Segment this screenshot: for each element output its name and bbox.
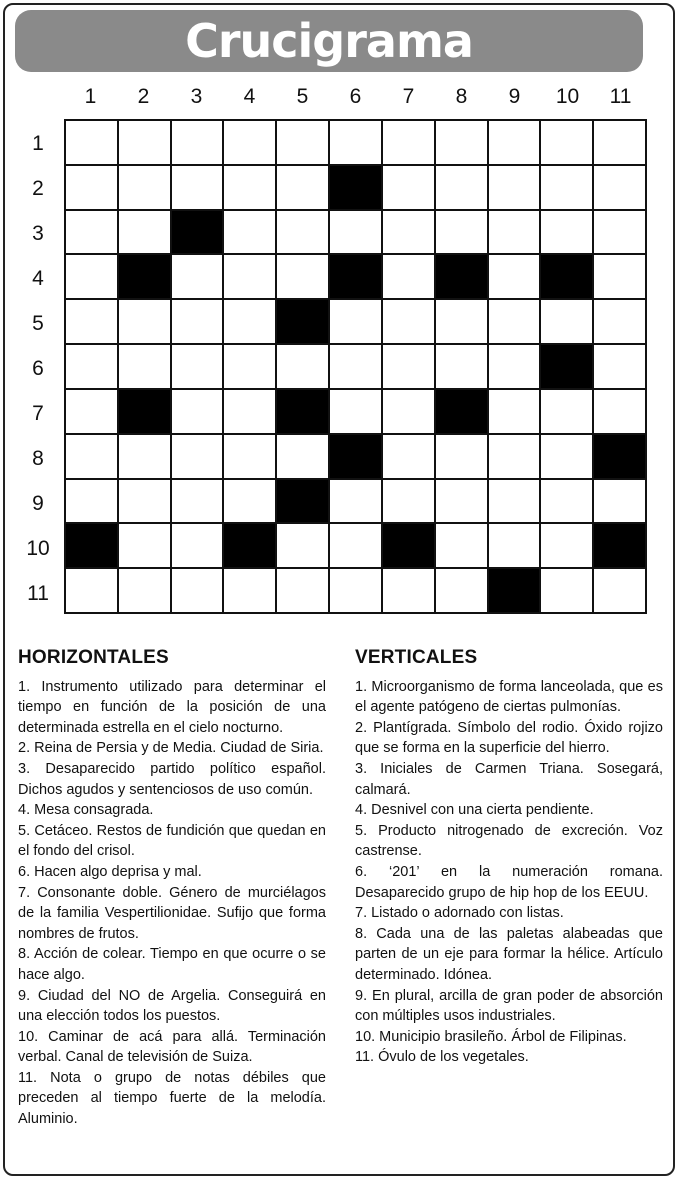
clue-item: 5. Producto nitrogenado de excreción. Voz castrense. xyxy=(355,822,663,860)
clue-item: 4. Desnivel con una cierta pendiente. xyxy=(355,802,594,819)
row-number: 9 xyxy=(32,492,44,515)
blocked-cell xyxy=(541,345,592,388)
answer-cell[interactable] xyxy=(224,435,275,478)
answer-cell[interactable] xyxy=(277,211,328,254)
answer-cell[interactable] xyxy=(119,121,170,164)
vertical-clues xyxy=(355,648,663,1068)
blocked-cell xyxy=(436,390,487,433)
answer-cell[interactable] xyxy=(383,345,434,388)
answer-cell[interactable] xyxy=(541,569,592,612)
answer-cell[interactable] xyxy=(119,166,170,209)
blocked-cell xyxy=(489,569,540,612)
horizontal-clue-list xyxy=(18,677,326,1130)
answer-cell[interactable] xyxy=(436,211,487,254)
blocked-cell xyxy=(119,255,170,298)
answer-cell[interactable] xyxy=(277,345,328,388)
answer-cell[interactable] xyxy=(541,121,592,164)
clue-item: 10. Municipio brasileño. Árbol de Filipinas. xyxy=(355,1028,627,1045)
clue-item: 2. Reina de Persia y de Media. Ciudad de Siria. xyxy=(18,740,324,757)
blocked-cell xyxy=(383,524,434,567)
answer-cell[interactable] xyxy=(224,569,275,612)
clue-item: 4. Mesa consagrada. xyxy=(18,802,154,819)
answer-cell[interactable] xyxy=(541,435,592,478)
row-number: 3 xyxy=(32,222,44,245)
answer-cell[interactable] xyxy=(594,166,645,209)
row-number: 7 xyxy=(32,402,44,425)
answer-cell[interactable] xyxy=(119,435,170,478)
answer-cell[interactable] xyxy=(224,121,275,164)
blocked-cell xyxy=(277,300,328,343)
answer-cell[interactable] xyxy=(436,480,487,523)
blocked-cell xyxy=(541,255,592,298)
clue-item: 10. Caminar de acá para allá. Terminación verbal. Canal de televisión de Suiza. xyxy=(18,1028,326,1066)
column-number: 1 xyxy=(84,85,97,108)
answer-cell[interactable] xyxy=(224,390,275,433)
clue-item: 7. Consonante doble. Género de murciélagos de la familia Vespertilionidae. Sufijo que forma nombres de frutos. xyxy=(18,884,326,942)
blocked-cell xyxy=(277,390,328,433)
clue-item: 5. Cetáceo. Restos de fundición que quedan en el fondo del crisol. xyxy=(18,822,326,860)
vertical-heading: VERTICALES xyxy=(355,647,478,668)
answer-cell[interactable] xyxy=(436,300,487,343)
answer-cell[interactable] xyxy=(172,480,223,523)
answer-cell[interactable] xyxy=(436,435,487,478)
clue-item: 9. En plural, arcilla de gran poder de absorción con múltiples usos industriales. xyxy=(355,987,663,1025)
answer-cell[interactable] xyxy=(541,211,592,254)
answer-cell[interactable] xyxy=(277,435,328,478)
clue-item: 1. Microorganismo de forma lanceolada, que es el agente patógeno de ciertas pulmonías. xyxy=(355,678,663,716)
answer-cell[interactable] xyxy=(224,166,275,209)
answer-cell[interactable] xyxy=(330,300,381,343)
answer-cell[interactable] xyxy=(66,166,117,209)
answer-cell[interactable] xyxy=(541,524,592,567)
column-number: 8 xyxy=(455,85,468,108)
answer-cell[interactable] xyxy=(172,524,223,567)
clue-item: 2. Plantígrada. Símbolo del rodio. Óxido rojizo que se forma en la superficie del hierro. xyxy=(355,719,663,757)
answer-cell[interactable] xyxy=(66,435,117,478)
answer-cell[interactable] xyxy=(172,569,223,612)
answer-cell[interactable] xyxy=(594,300,645,343)
horizontal-heading: HORIZONTALES xyxy=(18,647,169,668)
answer-cell[interactable] xyxy=(277,569,328,612)
column-number: 6 xyxy=(349,85,362,108)
column-number: 9 xyxy=(508,85,521,108)
answer-cell[interactable] xyxy=(436,166,487,209)
answer-cell[interactable] xyxy=(224,211,275,254)
answer-cell[interactable] xyxy=(489,524,540,567)
answer-cell[interactable] xyxy=(119,569,170,612)
answer-cell[interactable] xyxy=(224,300,275,343)
answer-cell[interactable] xyxy=(66,390,117,433)
answer-cell[interactable] xyxy=(383,300,434,343)
clue-item: 6. ‘201’ en la numeración romana. Desaparecido grupo de hip hop de los EEUU. xyxy=(355,863,663,901)
answer-cell[interactable] xyxy=(383,569,434,612)
answer-cell[interactable] xyxy=(172,390,223,433)
answer-cell[interactable] xyxy=(594,211,645,254)
answer-cell[interactable] xyxy=(66,480,117,523)
answer-cell[interactable] xyxy=(172,121,223,164)
column-number: 2 xyxy=(137,85,150,108)
answer-cell[interactable] xyxy=(66,300,117,343)
answer-cell[interactable] xyxy=(489,255,540,298)
answer-cell[interactable] xyxy=(541,480,592,523)
clue-item: 3. Desaparecido partido político español. Dichos agudos y sentenciosos de uso común. xyxy=(18,760,326,798)
answer-cell[interactable] xyxy=(383,255,434,298)
answer-cell[interactable] xyxy=(594,345,645,388)
answer-cell[interactable] xyxy=(277,166,328,209)
column-number: 7 xyxy=(402,85,415,108)
clue-item: 1. Instrumento utilizado para determinar el tiempo en función de la posición de una determinada estrella en el cielo nocturno. xyxy=(18,678,326,736)
answer-cell[interactable] xyxy=(594,390,645,433)
answer-cell[interactable] xyxy=(119,300,170,343)
answer-cell[interactable] xyxy=(436,121,487,164)
row-number: 5 xyxy=(32,312,44,335)
horizontal-clues xyxy=(18,648,326,1130)
answer-cell[interactable] xyxy=(383,166,434,209)
blocked-cell xyxy=(224,524,275,567)
column-number: 11 xyxy=(609,85,632,108)
answer-cell[interactable] xyxy=(436,524,487,567)
answer-cell[interactable] xyxy=(594,255,645,298)
answer-cell[interactable] xyxy=(330,345,381,388)
answer-cell[interactable] xyxy=(119,480,170,523)
answer-cell[interactable] xyxy=(66,345,117,388)
answer-cell[interactable] xyxy=(383,480,434,523)
blocked-cell xyxy=(330,166,381,209)
answer-cell[interactable] xyxy=(383,435,434,478)
answer-cell[interactable] xyxy=(330,480,381,523)
answer-cell[interactable] xyxy=(224,255,275,298)
crossword-grid xyxy=(64,119,647,614)
answer-cell[interactable] xyxy=(541,390,592,433)
row-number: 4 xyxy=(32,267,44,290)
answer-cell[interactable] xyxy=(594,121,645,164)
answer-cell[interactable] xyxy=(383,390,434,433)
column-number: 5 xyxy=(296,85,309,108)
blocked-cell xyxy=(330,435,381,478)
clue-item: 3. Iniciales de Carmen Triana. Sosegará, calmará. xyxy=(355,760,663,798)
answer-cell[interactable] xyxy=(383,211,434,254)
column-number: 3 xyxy=(190,85,203,108)
title-banner xyxy=(15,10,643,72)
answer-cell[interactable] xyxy=(489,300,540,343)
answer-cell[interactable] xyxy=(489,211,540,254)
answer-cell[interactable] xyxy=(66,255,117,298)
answer-cell[interactable] xyxy=(224,480,275,523)
blocked-cell xyxy=(594,524,645,567)
answer-cell[interactable] xyxy=(489,480,540,523)
clue-item: 7. Listado o adornado con listas. xyxy=(355,905,564,922)
answer-cell[interactable] xyxy=(172,345,223,388)
answer-cell[interactable] xyxy=(119,211,170,254)
answer-cell[interactable] xyxy=(330,211,381,254)
answer-cell[interactable] xyxy=(119,524,170,567)
blocked-cell xyxy=(594,435,645,478)
answer-cell[interactable] xyxy=(66,121,117,164)
answer-cell[interactable] xyxy=(489,121,540,164)
clue-item: 9. Ciudad del NO de Argelia. Conseguirá en una elección todos los puestos. xyxy=(18,987,326,1025)
row-number: 1 xyxy=(32,132,44,155)
answer-cell[interactable] xyxy=(541,166,592,209)
answer-cell[interactable] xyxy=(172,300,223,343)
row-number: 10 xyxy=(26,537,50,560)
clue-item: 8. Acción de colear. Tiempo en que ocurre o se hace algo. xyxy=(18,946,326,983)
answer-cell[interactable] xyxy=(594,569,645,612)
column-number: 10 xyxy=(555,85,580,108)
answer-cell[interactable] xyxy=(436,345,487,388)
answer-cell[interactable] xyxy=(489,166,540,209)
answer-cell[interactable] xyxy=(172,435,223,478)
clue-item: 6. Hacen algo deprisa y mal. xyxy=(18,863,202,880)
blocked-cell xyxy=(436,255,487,298)
clue-item: 8. Cada una de las paletas alabeadas que parten de un eje para formar la hélice. Artículo determinado. Idónea. xyxy=(355,925,663,983)
row-number: 11 xyxy=(27,582,49,605)
answer-cell[interactable] xyxy=(594,480,645,523)
row-number: 8 xyxy=(32,447,44,470)
answer-cell[interactable] xyxy=(330,524,381,567)
answer-cell[interactable] xyxy=(436,569,487,612)
answer-cell[interactable] xyxy=(172,255,223,298)
answer-cell[interactable] xyxy=(172,166,223,209)
blocked-cell xyxy=(119,390,170,433)
answer-cell[interactable] xyxy=(489,390,540,433)
blocked-cell xyxy=(330,255,381,298)
page-title: Crucigrama xyxy=(185,14,473,68)
answer-cell[interactable] xyxy=(66,569,117,612)
clue-item: 11. Nota o grupo de notas débiles que preceden al tiempo fuerte de la melodía. Aluminio. xyxy=(18,1069,326,1128)
answer-cell[interactable] xyxy=(277,121,328,164)
answer-cell[interactable] xyxy=(330,121,381,164)
blocked-cell xyxy=(66,524,117,567)
clue-item: 11. Óvulo de los vegetales. xyxy=(355,1049,529,1066)
row-number: 6 xyxy=(32,357,44,380)
answer-cell[interactable] xyxy=(383,121,434,164)
answer-cell[interactable] xyxy=(489,435,540,478)
answer-cell[interactable] xyxy=(330,569,381,612)
answer-cell[interactable] xyxy=(277,255,328,298)
answer-cell[interactable] xyxy=(541,300,592,343)
answer-cell[interactable] xyxy=(330,390,381,433)
answer-cell[interactable] xyxy=(224,345,275,388)
vertical-clue-list xyxy=(355,677,663,1068)
blocked-cell xyxy=(172,211,223,254)
answer-cell[interactable] xyxy=(489,345,540,388)
answer-cell[interactable] xyxy=(277,524,328,567)
column-number: 4 xyxy=(243,85,256,108)
answer-cell[interactable] xyxy=(66,211,117,254)
row-number: 2 xyxy=(32,177,44,200)
answer-cell[interactable] xyxy=(119,345,170,388)
blocked-cell xyxy=(277,480,328,523)
